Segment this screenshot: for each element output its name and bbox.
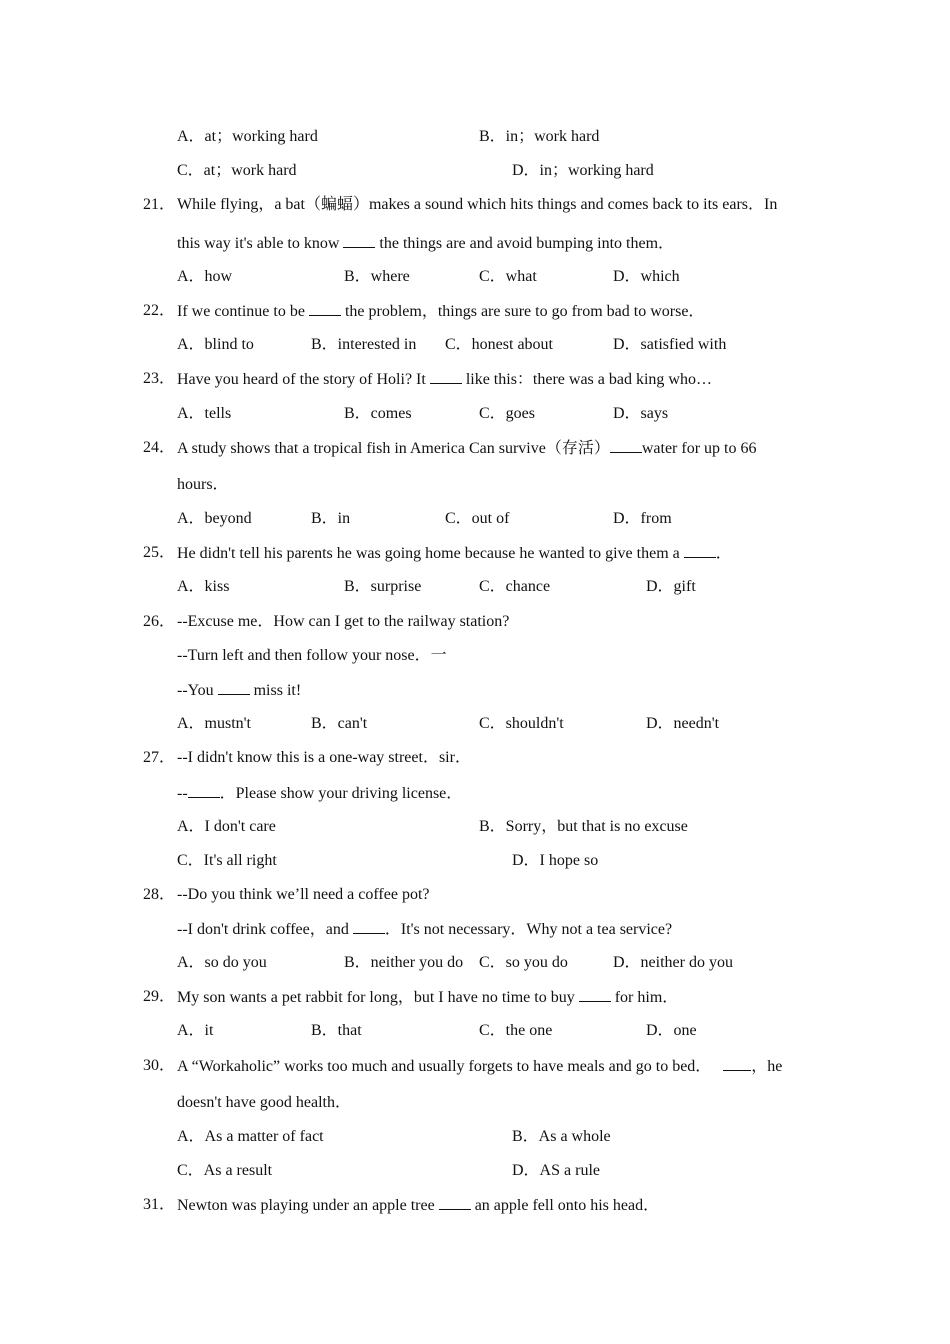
q30-stem-line2: doesn't have good health． [177, 1094, 351, 1111]
q30-number: 30． [143, 1057, 176, 1074]
q31-stem: Newton was playing under an apple tree an apple fell onto his head． [177, 1197, 660, 1214]
q20-option-c: C．at；work hard [177, 162, 297, 179]
q23-number: 23． [143, 370, 176, 387]
q26-option-c: C．shouldn't [479, 715, 564, 732]
q29-number: 29． [143, 988, 176, 1005]
q23-option-c: C．goes [479, 405, 536, 422]
q22-option-b: B．interested in [311, 336, 417, 353]
q26-dialog-line2: --Turn left and then follow your nose．一 [177, 647, 447, 664]
q21-stem-line2: this way it's able to know the things are and avoid bumping into them． [177, 235, 675, 252]
q22-option-a: A．blind to [177, 336, 254, 353]
q29-option-b: B．that [311, 1022, 362, 1039]
q24-stem-line1: A study shows that a tropical fish in America Can survive（存活） water for up to 66 [177, 440, 757, 457]
q29-stem: My son wants a pet rabbit for long，but I have no time to buy for him． [177, 989, 679, 1006]
q29-blank [579, 987, 611, 1002]
q23-blank [430, 369, 462, 384]
q24-option-c: C．out of [445, 510, 510, 527]
q24-option-b: B．in [311, 510, 351, 527]
q22-number: 22． [143, 302, 176, 319]
q28-blank [353, 919, 385, 934]
q27-blank [188, 783, 220, 798]
q20-option-b: B．in；work hard [479, 128, 600, 145]
q23-option-a: A．tells [177, 405, 232, 422]
q29-option-d: D．one [646, 1022, 697, 1039]
q30-option-d: D．AS a rule [512, 1162, 600, 1179]
q22-blank [309, 301, 341, 316]
q26-blank [218, 680, 250, 695]
q24-number: 24． [143, 439, 176, 456]
q29-option-a: A．it [177, 1022, 214, 1039]
q20-option-d: D．in；working hard [512, 162, 654, 179]
q26-option-b: B．can't [311, 715, 368, 732]
q30-blank [723, 1056, 751, 1071]
q27-option-a: A．I don't care [177, 818, 276, 835]
q21-number: 21． [143, 196, 176, 213]
q23-option-d: D．says [613, 405, 669, 422]
q25-blank [684, 543, 716, 558]
q26-dialog-line3: --You miss it! [177, 682, 302, 699]
q24-blank [610, 438, 642, 453]
q26-option-d: D．needn't [646, 715, 720, 732]
q22-stem: If we continue to be the problem，things are sure to go from bad to worse． [177, 303, 705, 320]
q28-option-c: C．so you do [479, 954, 568, 971]
q30-option-c: C．As a result [177, 1162, 273, 1179]
q22-option-c: C．honest about [445, 336, 553, 353]
q24-stem-line2: hours． [177, 476, 229, 493]
q25-option-a: A．kiss [177, 578, 230, 595]
q29-option-c: C．the one [479, 1022, 553, 1039]
q21-blank [343, 233, 375, 248]
q27-option-d: D．I hope so [512, 852, 599, 869]
q21-option-d: D．which [613, 268, 680, 285]
q25-option-d: D．gift [646, 578, 696, 595]
q27-number: 27． [143, 749, 176, 766]
q28-number: 28． [143, 886, 176, 903]
q27-option-c: C．It's all right [177, 852, 277, 869]
q28-option-d: D．neither do you [613, 954, 733, 971]
q24-option-d: D．from [613, 510, 672, 527]
q25-stem: He didn't tell his parents he was going home because he wanted to give them a ． [177, 545, 732, 562]
q21-option-b: B．where [344, 268, 410, 285]
q23-option-b: B．comes [344, 405, 412, 422]
q20-option-a: A．at；working hard [177, 128, 318, 145]
q21-stem-line1: While flying，a bat（蝙蝠）makes a sound which hits things and comes back to its ears．In [177, 196, 778, 213]
q30-option-a: A．As a matter of fact [177, 1128, 324, 1145]
q31-number: 31． [143, 1196, 176, 1213]
q30-option-b: B．As a whole [512, 1128, 611, 1145]
q25-option-b: B．surprise [344, 578, 422, 595]
q30-stem-line1: A “Workaholic” works too much and usually forgets to have meals and go to bed． ，he [177, 1058, 783, 1075]
q26-number: 26． [143, 613, 176, 630]
q26-option-a: A．mustn't [177, 715, 252, 732]
q27-option-b: B．Sorry，but that is no excuse [479, 818, 688, 835]
q23-stem: Have you heard of the story of Holi? It like this：there was a bad king who… [177, 371, 712, 388]
q28-dialog-line1: --Do you think we’ll need a coffee pot? [177, 886, 430, 903]
q28-option-a: A．so do you [177, 954, 267, 971]
q28-dialog-line2: --I don't drink coffee，and ．It's not necessary．Why not a tea service? [177, 921, 673, 938]
q22-option-d: D．satisfied with [613, 336, 727, 353]
q25-option-c: C．chance [479, 578, 551, 595]
q21-option-c: C．what [479, 268, 537, 285]
q25-number: 25． [143, 544, 176, 561]
q28-option-b: B．neither you do [344, 954, 464, 971]
q27-dialog-line1: --I didn't know this is a one-way street．sir． [177, 749, 471, 766]
q26-dialog-line1: --Excuse me．How can I get to the railway station? [177, 613, 510, 630]
q21-option-a: A．how [177, 268, 233, 285]
q24-option-a: A．beyond [177, 510, 252, 527]
q31-blank [439, 1195, 471, 1210]
q27-dialog-line2: -- ．Please show your driving license． [177, 785, 463, 802]
